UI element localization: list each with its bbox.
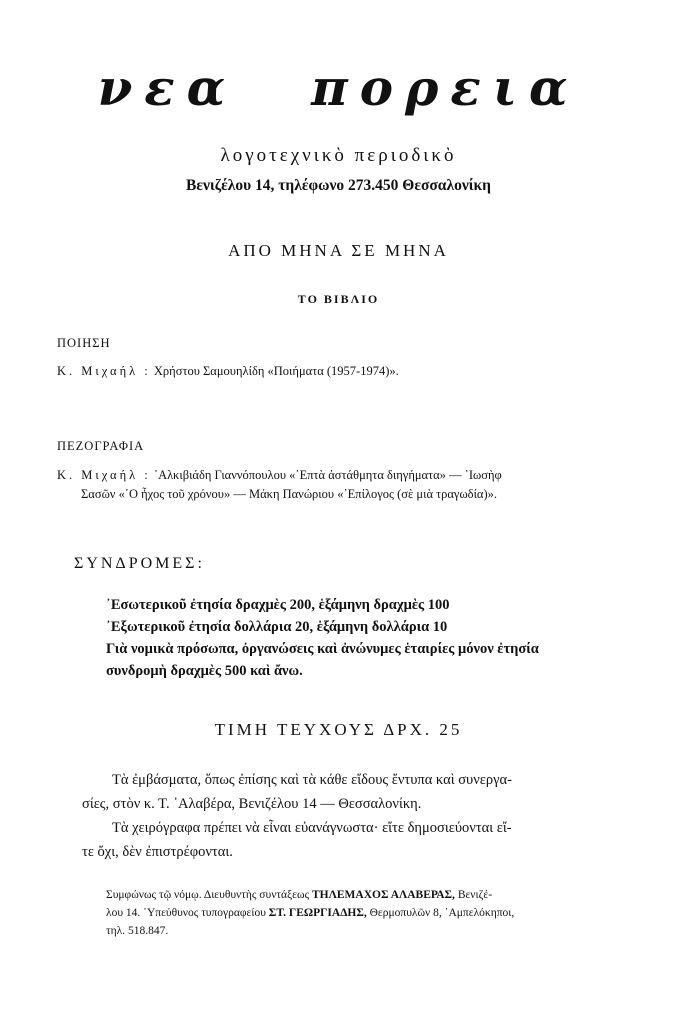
poetry-entry	[57, 362, 627, 381]
poetry-reviewer: Κ. Μιχαήλ :	[57, 364, 151, 378]
imprint-line-2	[106, 904, 602, 922]
imprint-printer-address: Θερμοπυλῶν 8, ᾿Αμπελόκηποι,	[369, 907, 515, 919]
magazine-subtitle: λογοτεχνικὸ περιοδικὸ	[220, 145, 457, 166]
prose-label: ΠΕΖΟΓΡΑΦΙΑ	[57, 439, 145, 453]
imprint-printer-name: ΣΤ. ΓΕΩΡΓΙΑΔΗΣ,	[268, 907, 367, 919]
imprint-line-3: τηλ. 518.847.	[106, 925, 169, 937]
section-title: ΑΠΟ ΜΗΝΑ ΣΕ ΜΗΝΑ	[228, 241, 449, 260]
prose-review-line-2: Σασῶν «῾Ο ἦχος τοῦ χρόνου» — Μάκη Πανώριου «᾿Επίλογος (σὲ μιὰ τραγωδία)».	[81, 487, 498, 501]
prose-review-line-1: ᾿Αλκιβιάδη Γιαννόπουλου «῾Επτὰ ἀστάθμητα διηγήματα» — ᾿Ιωσὴφ	[153, 468, 502, 482]
notice-line-3: Τὰ χειρόγραφα πρέπει νὰ εἶναι εὐανάγνωστα· εἴτε δημοσιεύονται εἴ-	[112, 820, 512, 836]
book-section-heading: ΤΟ ΒΙΒΛΙΟ	[297, 292, 380, 306]
imprint-line-1	[106, 886, 602, 904]
imprint-editor-label: Συμφώνως τῷ νόμῳ. Διευθυντὴς συντάξεως	[106, 889, 310, 901]
poetry-label: ΠΟΙΗΣΗ	[57, 336, 111, 350]
subscription-legal-entities: Γιὰ νομικὰ πρόσωπα, ὀργανώσεις καὶ ἀνώνυμες ἑταιρίες μόνον ἐτησία	[106, 641, 539, 657]
subscription-legal-entities-cont: συνδρομὴ δραχμὲς 500 καὶ ἄνω.	[106, 663, 303, 679]
title-word-poreia: πορεια	[311, 58, 580, 117]
imprint-editor-name: ΤΗΛΕΜΑΧΟΣ ΑΛΑΒΕΡΑΣ,	[312, 889, 455, 901]
poetry-review-text: Χρήστου Σαμουηλίδη «Ποιήματα (1957-1974)».	[153, 364, 399, 378]
imprint-printer-label: λου 14. ῾Υπεύθυνος τυπογραφείου	[106, 907, 266, 919]
notice-line-1: Τὰ ἐμβάσματα, ὅπως ἐπίσης καὶ τὰ κάθε εἴδους ἔντυπα καὶ συνεργα-	[112, 772, 512, 788]
notice-line-2: σίες, στὸν κ. Τ. ᾿Αλαβέρα, Βενιζέλου 14 — Θεσσαλονίκη.	[82, 796, 422, 812]
notice-line-4: τε ὄχι, δὲν ἐπιστρέφονται.	[82, 844, 233, 860]
imprint	[106, 886, 602, 940]
prose-entry	[57, 466, 627, 504]
title-word-nea: νεα	[97, 58, 238, 117]
subscriptions-list	[106, 594, 626, 682]
issue-price: ΤΙΜΗ ΤΕΥΧΟΥΣ ΔΡΧ. 25	[214, 720, 463, 739]
imprint-editor-address: Βενιζέ-	[457, 889, 493, 901]
prose-reviewer: Κ. Μιχαήλ :	[57, 468, 151, 482]
subscription-domestic: ᾿Εσωτερικοῦ ἐτησία δραχμὲς 200, ἑξάμηνη δραχμὲς 100	[106, 597, 450, 613]
submission-notice	[82, 768, 602, 864]
magazine-title	[0, 58, 677, 118]
subscriptions-heading: ΣΥΝΔΡΟΜΕΣ:	[74, 555, 205, 572]
publisher-address: Βενιζέλου 14, τηλέφωνο 273.450 Θεσσαλονίκη	[186, 177, 491, 194]
subscription-foreign: ᾿Εξωτερικοῦ ἐτησία δολλάρια 20, ἑξάμηνη δολλάρια 10	[106, 619, 448, 635]
